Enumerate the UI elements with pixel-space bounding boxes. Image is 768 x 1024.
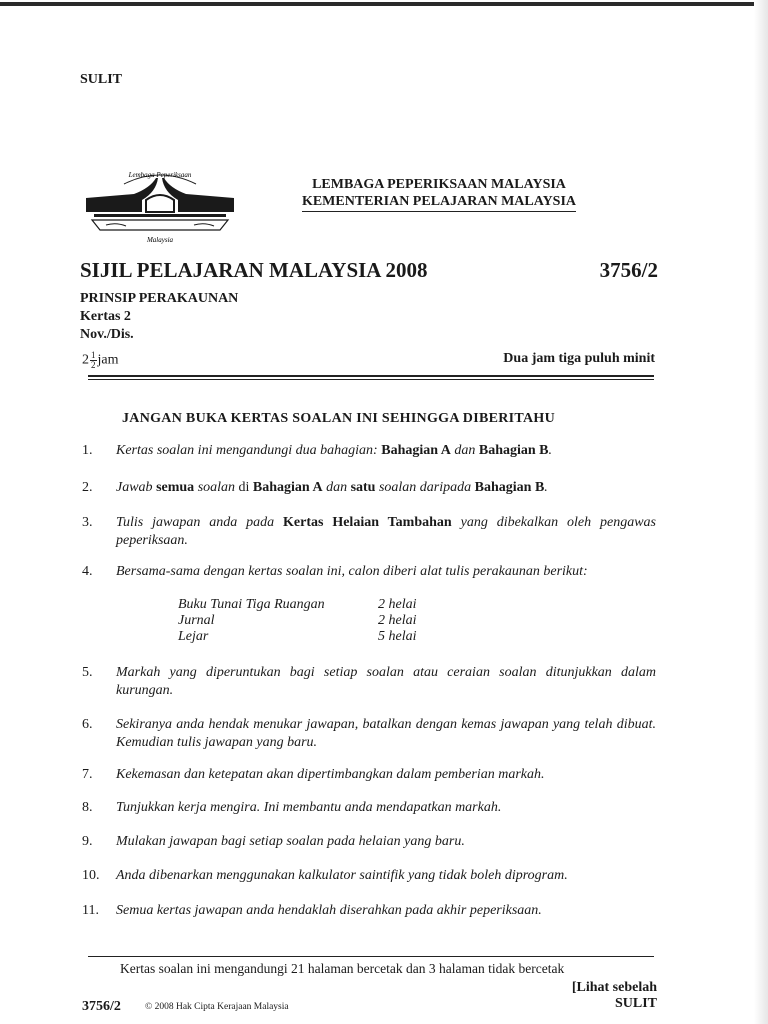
instruction-text: Semua kertas jawapan anda hendaklah diserahkan pada akhir peperiksaan. bbox=[116, 903, 542, 918]
stationery-name: Jurnal bbox=[178, 613, 215, 628]
issuing-organisation bbox=[285, 176, 593, 212]
instruction-number: 9. bbox=[82, 834, 93, 849]
turn-over-note: [Lihat sebelah bbox=[571, 980, 657, 995]
instruction-number: 3. bbox=[82, 515, 93, 530]
classification-bottom: SULIT bbox=[614, 996, 657, 1011]
subject-name: PRINSIP PERAKAUNAN bbox=[80, 291, 239, 306]
instruction-number: 8. bbox=[82, 800, 93, 815]
instruction-number: 5. bbox=[82, 665, 93, 680]
instruction-text: Anda dibenarkan menggunakan kalkulator saintifik yang tidak boleh diprogram. bbox=[116, 868, 568, 883]
scan-edge-top bbox=[0, 2, 768, 6]
scan-edge-right bbox=[754, 0, 768, 1024]
stationery-list bbox=[178, 597, 438, 645]
subject-block bbox=[80, 290, 238, 344]
duration-whole: 2 bbox=[82, 352, 89, 368]
stationery-name: Buku Tunai Tiga Ruangan bbox=[178, 597, 325, 612]
logo-text-top: Lembaga Peperiksaan bbox=[128, 171, 192, 179]
stationery-item bbox=[178, 597, 438, 613]
copyright-notice: © 2008 Hak Cipta Kerajaan Malaysia bbox=[145, 1002, 289, 1012]
instruction-text: Kertas soalan ini mengandungi dua bahagian: Bahagian A dan Bahagian B. bbox=[116, 443, 553, 458]
logo-text-bottom: Malaysia bbox=[146, 236, 174, 244]
duration-numerator: 1 bbox=[91, 350, 96, 360]
header-rule-thin bbox=[88, 379, 654, 380]
instruction-text: Sekiranya anda hendak menukar jawapan, batalkan dengan kemas jawapan yang telah dibuat. Kemudian tulis jawapan yang baru. bbox=[116, 717, 656, 750]
instruction-number: 6. bbox=[82, 717, 93, 732]
instruction-text: Markah yang diperuntukan bagi setiap soalan atau ceraian soalan ditunjukkan dalam kurungan. bbox=[116, 665, 656, 698]
instruction-text: Bersama-sama dengan kertas soalan ini, calon diberi alat tulis perakaunan berikut: bbox=[116, 564, 588, 579]
duration-unit: jam bbox=[97, 352, 119, 368]
instruction-number: 10. bbox=[82, 868, 100, 883]
stationery-item bbox=[178, 629, 438, 645]
instruction-number: 11. bbox=[82, 903, 99, 918]
paper-number: Kertas 2 bbox=[80, 309, 131, 324]
org-line-1: LEMBAGA PEPERIKSAAN MALAYSIA bbox=[312, 177, 566, 192]
instruction-number: 2. bbox=[82, 480, 93, 495]
duration-denominator: 2 bbox=[91, 360, 96, 370]
do-not-open-warning: JANGAN BUKA KERTAS SOALAN INI SEHINGGA DIBERITAHU bbox=[122, 411, 555, 426]
classification-top: SULIT bbox=[80, 72, 123, 87]
exam-session: Nov./Dis. bbox=[80, 327, 134, 342]
lembaga-peperiksaan-logo bbox=[86, 164, 234, 246]
paper-code-bottom: 3756/2 bbox=[82, 999, 121, 1014]
duration-words: Dua jam tiga puluh minit bbox=[503, 351, 655, 366]
org-line-2: KEMENTERIAN PELAJARAN MALAYSIA bbox=[302, 193, 576, 212]
instruction-text: Jawab semua soalan di Bahagian A dan satu soalan daripada Bahagian B. bbox=[116, 480, 548, 495]
duration-fraction bbox=[90, 351, 97, 370]
instruction-number: 1. bbox=[82, 443, 93, 458]
exam-title: SIJIL PELAJARAN MALAYSIA 2008 bbox=[80, 258, 428, 282]
duration-numeric bbox=[82, 351, 119, 370]
instruction-text: Tunjukkan kerja mengira. Ini membantu anda mendapatkan markah. bbox=[116, 800, 502, 815]
stationery-quantity: 5 helai bbox=[378, 629, 417, 644]
header-rule-thick bbox=[88, 375, 654, 377]
stationery-quantity: 2 helai bbox=[378, 597, 417, 612]
instruction-number: 7. bbox=[82, 767, 93, 782]
stationery-item bbox=[178, 613, 438, 629]
instruction-text: Kekemasan dan ketepatan akan dipertimbangkan dalam pemberian markah. bbox=[116, 767, 545, 782]
stationery-quantity: 2 helai bbox=[378, 613, 417, 628]
stationery-name: Lejar bbox=[178, 629, 209, 644]
instruction-text: Mulakan jawapan bagi setiap soalan pada helaian yang baru. bbox=[116, 834, 465, 849]
footer-rule bbox=[88, 956, 654, 957]
paper-code-top: 3756/2 bbox=[599, 258, 658, 282]
instruction-number: 4. bbox=[82, 564, 93, 579]
instruction-text: Tulis jawapan anda pada Kertas Helaian Tambahan yang dibekalkan oleh pengawas peperiksaan. bbox=[116, 515, 657, 548]
page-count-note: Kertas soalan ini mengandungi 21 halaman bercetak dan 3 halaman tidak bercetak bbox=[120, 961, 565, 976]
